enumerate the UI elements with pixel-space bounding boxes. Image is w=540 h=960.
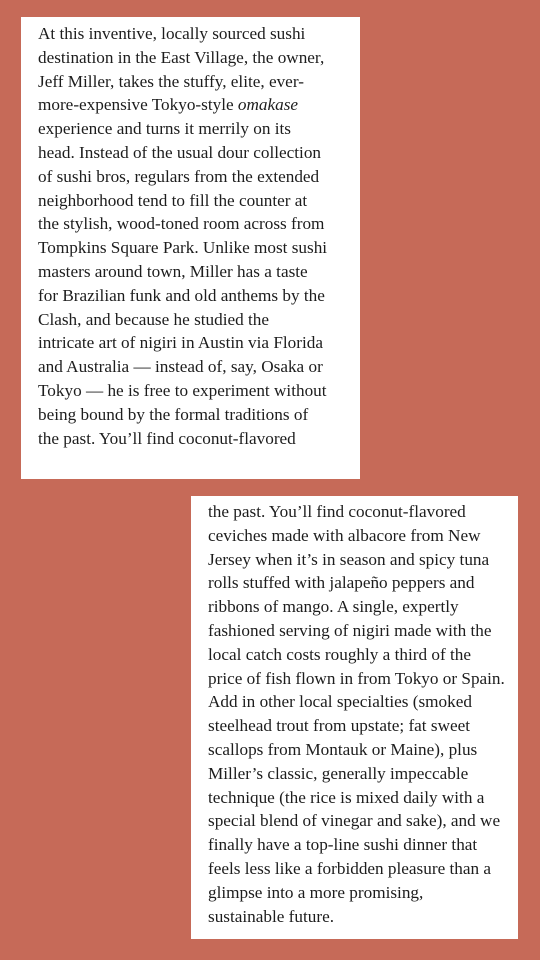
text-line: Jersey when it’s in season and spicy tuna	[208, 549, 490, 569]
text-line: head. Instead of the usual dour collection	[38, 142, 322, 162]
text-line: neighborhood tend to fill the counter at	[38, 190, 308, 210]
text-line: scallops from Montauk or Maine), plus	[208, 739, 478, 759]
text-line: special blend of vinegar and sake), and we	[208, 811, 501, 831]
text-line: being bound by the formal traditions of	[38, 404, 309, 424]
text-line: ribbons of mango. A single, expertly	[208, 597, 459, 617]
text-line: ceviches made with albacore from New	[208, 525, 481, 545]
italic-term: omakase	[237, 95, 299, 115]
text-line: finally have a top-line sushi dinner that	[208, 835, 478, 855]
text-line: for Brazilian funk and old anthems by the	[38, 285, 325, 305]
text-line: of sushi bros, regulars from the extended	[38, 166, 320, 186]
text-line: masters around town, Miller has a taste	[38, 261, 308, 281]
text-line: Jeff Miller, takes the stuffy, elite, ever-	[38, 71, 304, 91]
text-line: Miller’s classic, generally impeccable	[208, 763, 469, 783]
text-line: Tokyo — he is free to experiment without	[38, 380, 327, 400]
text-line: Add in other local specialties (smoked	[208, 692, 472, 712]
text-line: Clash, and because he studied the	[38, 309, 270, 329]
text-line: destination in the East Village, the owner,	[38, 47, 325, 67]
text-line: local catch costs roughly a third of the	[208, 644, 471, 664]
text-line: sustainable future.	[208, 906, 335, 926]
text-line: Tompkins Square Park. Unlike most sushi	[38, 238, 328, 258]
text-line: steelhead trout from upstate; fat sweet	[208, 716, 471, 736]
text-line: rolls stuffed with jalapeño peppers and	[208, 573, 475, 593]
text-card-top	[21, 17, 360, 479]
text-line: glimpse into a more promising,	[208, 882, 424, 902]
text-line: the past. You’ll find coconut-flavored	[208, 502, 466, 521]
text-line: fashioned serving of nigiri made with the	[208, 620, 492, 640]
text-line-with-italic	[38, 93, 352, 117]
text-line: technique (the rice is mixed daily with a	[208, 787, 485, 807]
text-line: the stylish, wood-toned room across from	[38, 214, 325, 234]
text-line: At this inventive, locally sourced sushi	[38, 24, 306, 43]
text-line: intricate art of nigiri in Austin via Florida	[38, 333, 323, 353]
text-line: the past. You’ll find coconut-flavored	[38, 428, 296, 448]
text-line: feels less like a forbidden pleasure than a	[208, 858, 492, 878]
text-line: and Australia — instead of, say, Osaka or	[38, 357, 323, 377]
text-line: experience and turns it merrily on its	[38, 119, 291, 139]
text-line: price of fish flown in from Tokyo or Spain.	[208, 668, 505, 688]
text-card-bottom	[191, 496, 518, 939]
text-fragment: more-expensive Tokyo-style	[38, 95, 238, 115]
